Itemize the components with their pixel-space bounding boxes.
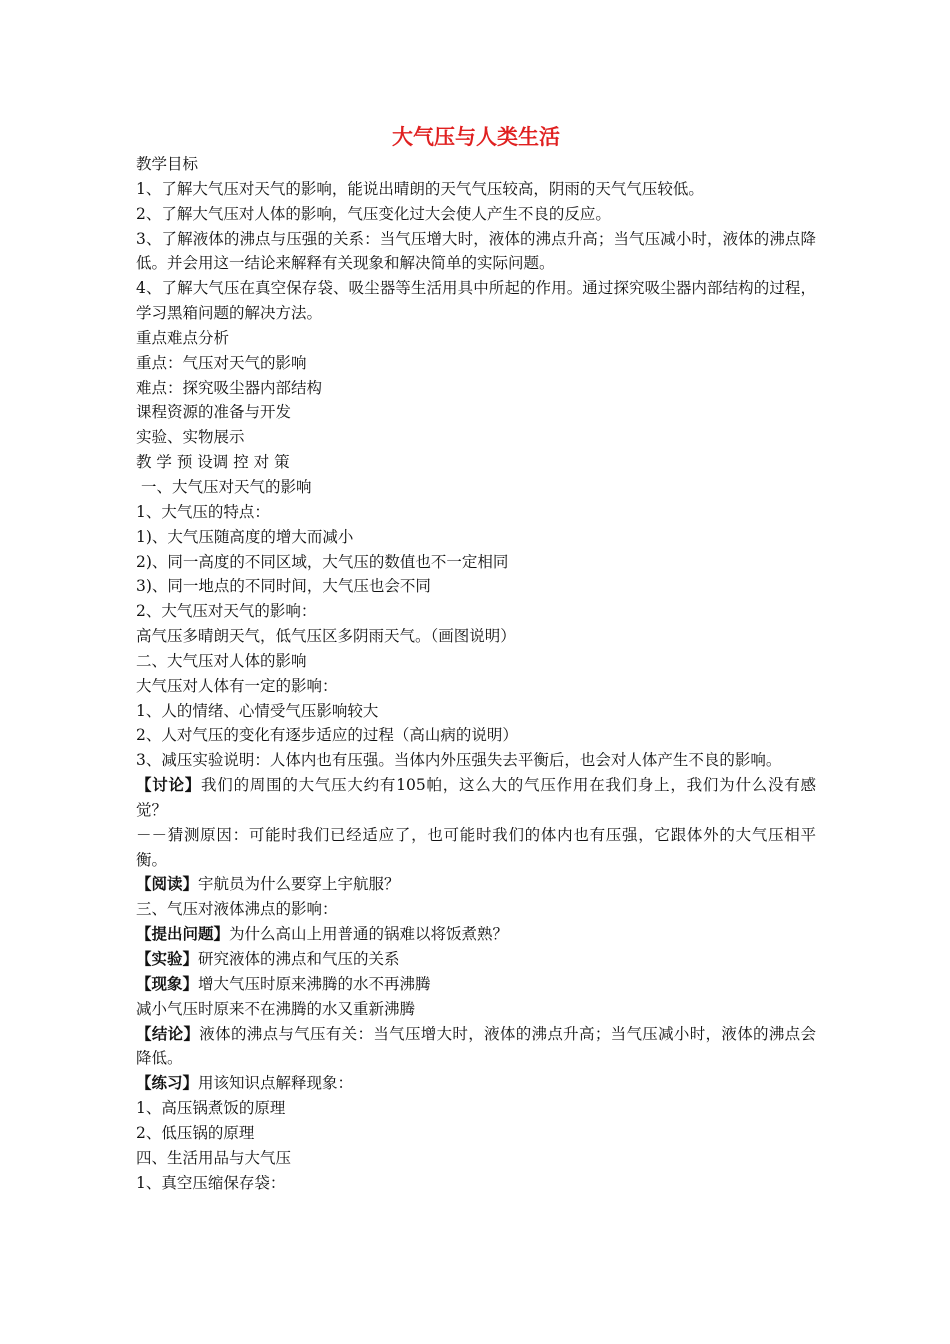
text-line [136, 699, 816, 724]
text-line [136, 1096, 816, 1121]
section-tag: 【实验】 [136, 949, 199, 968]
line-text: 4、了解大气压在真空保存袋、吸尘器等生活用具中所起的作用。通过探究吸尘器内部结构的过程，学习黑箱问题的解决方法。 [136, 279, 816, 323]
line-text: 液体的沸点与气压有关：当气压增大时，液体的沸点升高；当气压减小时，液体的沸点会降低。 [136, 1024, 816, 1068]
line-text: 宇航员为什么要穿上宇航服？ [198, 875, 400, 894]
section-tag: 【结论】 [136, 1023, 200, 1043]
document-body [136, 152, 816, 1195]
line-text: 用该知识点解释现象： [198, 1074, 354, 1093]
line-text: 1、了解大气压对天气的影响，能说出晴朗的天气气压较高，阴雨的天气气压较低。 [136, 179, 704, 198]
text-line [136, 723, 816, 748]
text-line [136, 1022, 816, 1072]
line-text: 1、人的情绪、心情受气压影响较大 [136, 701, 379, 720]
text-line [136, 674, 816, 699]
line-text: 三、气压对液体沸点的影响： [136, 900, 338, 919]
text-line [136, 997, 816, 1022]
text-line [136, 450, 816, 475]
line-text: 四、生活用品与大气压 [136, 1148, 292, 1167]
line-text: 重点：气压对天气的影响 [136, 353, 307, 372]
line-text: 二、大气压对人体的影响 [136, 651, 307, 670]
text-line [136, 227, 816, 277]
line-text: 大气压对人体有一定的影响： [136, 676, 338, 695]
text-line [136, 872, 816, 897]
text-line [136, 326, 816, 351]
line-text: 2、了解大气压对人体的影响，气压变化过大会使人产生不良的反应。 [136, 204, 611, 223]
text-line [136, 773, 816, 823]
text-line [136, 152, 816, 177]
text-line [136, 947, 816, 972]
section-tag: 【现象】 [136, 973, 199, 993]
line-text: 教学目标 [136, 155, 199, 173]
text-line [136, 1071, 816, 1096]
text-line [136, 748, 816, 773]
line-text: 实验、实物展示 [136, 428, 245, 447]
line-text: 2、低压锅的原理 [136, 1123, 255, 1142]
line-text: 重点难点分析 [136, 328, 230, 347]
text-line [136, 475, 816, 500]
line-text: 难点：探究吸尘器内部结构 [136, 378, 323, 397]
line-text: 研究液体的沸点和气压的关系 [198, 950, 400, 968]
text-line [136, 400, 816, 425]
text-line [136, 202, 816, 227]
text-line [136, 599, 816, 624]
line-text: 2、人对气压的变化有逐步适应的过程（高山病的说明） [136, 726, 518, 745]
text-line [136, 972, 816, 997]
text-line [136, 1171, 816, 1196]
text-line [136, 550, 816, 575]
text-line [136, 425, 816, 450]
section-tag: 【练习】 [136, 1073, 199, 1093]
line-text: 3)、同一地点的不同时间，大气压也会不同 [136, 577, 431, 596]
line-text: 为什么高山上用普通的锅难以将饭煮熟？ [229, 925, 509, 944]
text-line [136, 574, 816, 599]
document-title: 大气压与人类生活 [392, 124, 560, 149]
section-tag: 【讨论】 [136, 775, 202, 795]
line-text: 我们的周围的大气压大约有105帕，这么大的气压作用在我们身上，我们为什么没有感觉？ [136, 776, 816, 819]
text-line [136, 376, 816, 401]
line-text: 3、减压实验说明：人体内也有压强。当体内外压强失去平衡后，也会对人体产生不良的影响。 [136, 751, 782, 770]
section-tag: 【阅读】 [136, 874, 199, 894]
text-line [136, 276, 816, 326]
line-text: 2)、同一高度的不同区域，大气压的数值也不一定相同 [136, 552, 509, 571]
line-text: 高气压多晴朗天气，低气压区多阴雨天气。（画图说明） [136, 627, 516, 646]
line-text: 1、大气压的特点： [136, 502, 270, 521]
text-line [136, 351, 816, 376]
text-line [136, 525, 816, 550]
text-line [136, 649, 816, 674]
line-text: －－猜测原因：可能时我们已经适应了，也可能时我们的体内也有压强，它跟体外的大气压相平衡。 [136, 825, 816, 869]
text-line [136, 922, 816, 947]
text-line [136, 1121, 816, 1146]
line-text: 课程资源的准备与开发 [136, 403, 292, 422]
text-line [136, 823, 816, 873]
line-text: 1、真空压缩保存袋： [136, 1173, 286, 1192]
line-text: 1、高压锅煮饭的原理 [136, 1099, 286, 1118]
line-text: 增大气压时原来沸腾的水不再沸腾 [198, 974, 431, 993]
text-line [136, 177, 816, 202]
document-page [136, 122, 816, 1195]
line-text: 3、了解液体的沸点与压强的关系：当气压增大时，液体的沸点升高；当气压减小时，液体的沸点降低。并会用这一结论来解释有关现象和解决简单的实际问题。 [136, 229, 816, 273]
text-line [136, 1146, 816, 1171]
line-text: 一、大气压对天气的影响 [136, 477, 312, 496]
text-line [136, 897, 816, 922]
line-text: 教 学 预 设调 控 对 策 [136, 453, 290, 472]
text-line [136, 624, 816, 649]
text-line [136, 500, 816, 525]
line-text: 1)、大气压随高度的增大而减小 [136, 527, 354, 546]
line-text: 2、大气压对天气的影响： [136, 602, 317, 621]
line-text: 减小气压时原来不在沸腾的水又重新沸腾 [136, 999, 416, 1018]
section-tag: 【提出问题】 [136, 924, 230, 944]
